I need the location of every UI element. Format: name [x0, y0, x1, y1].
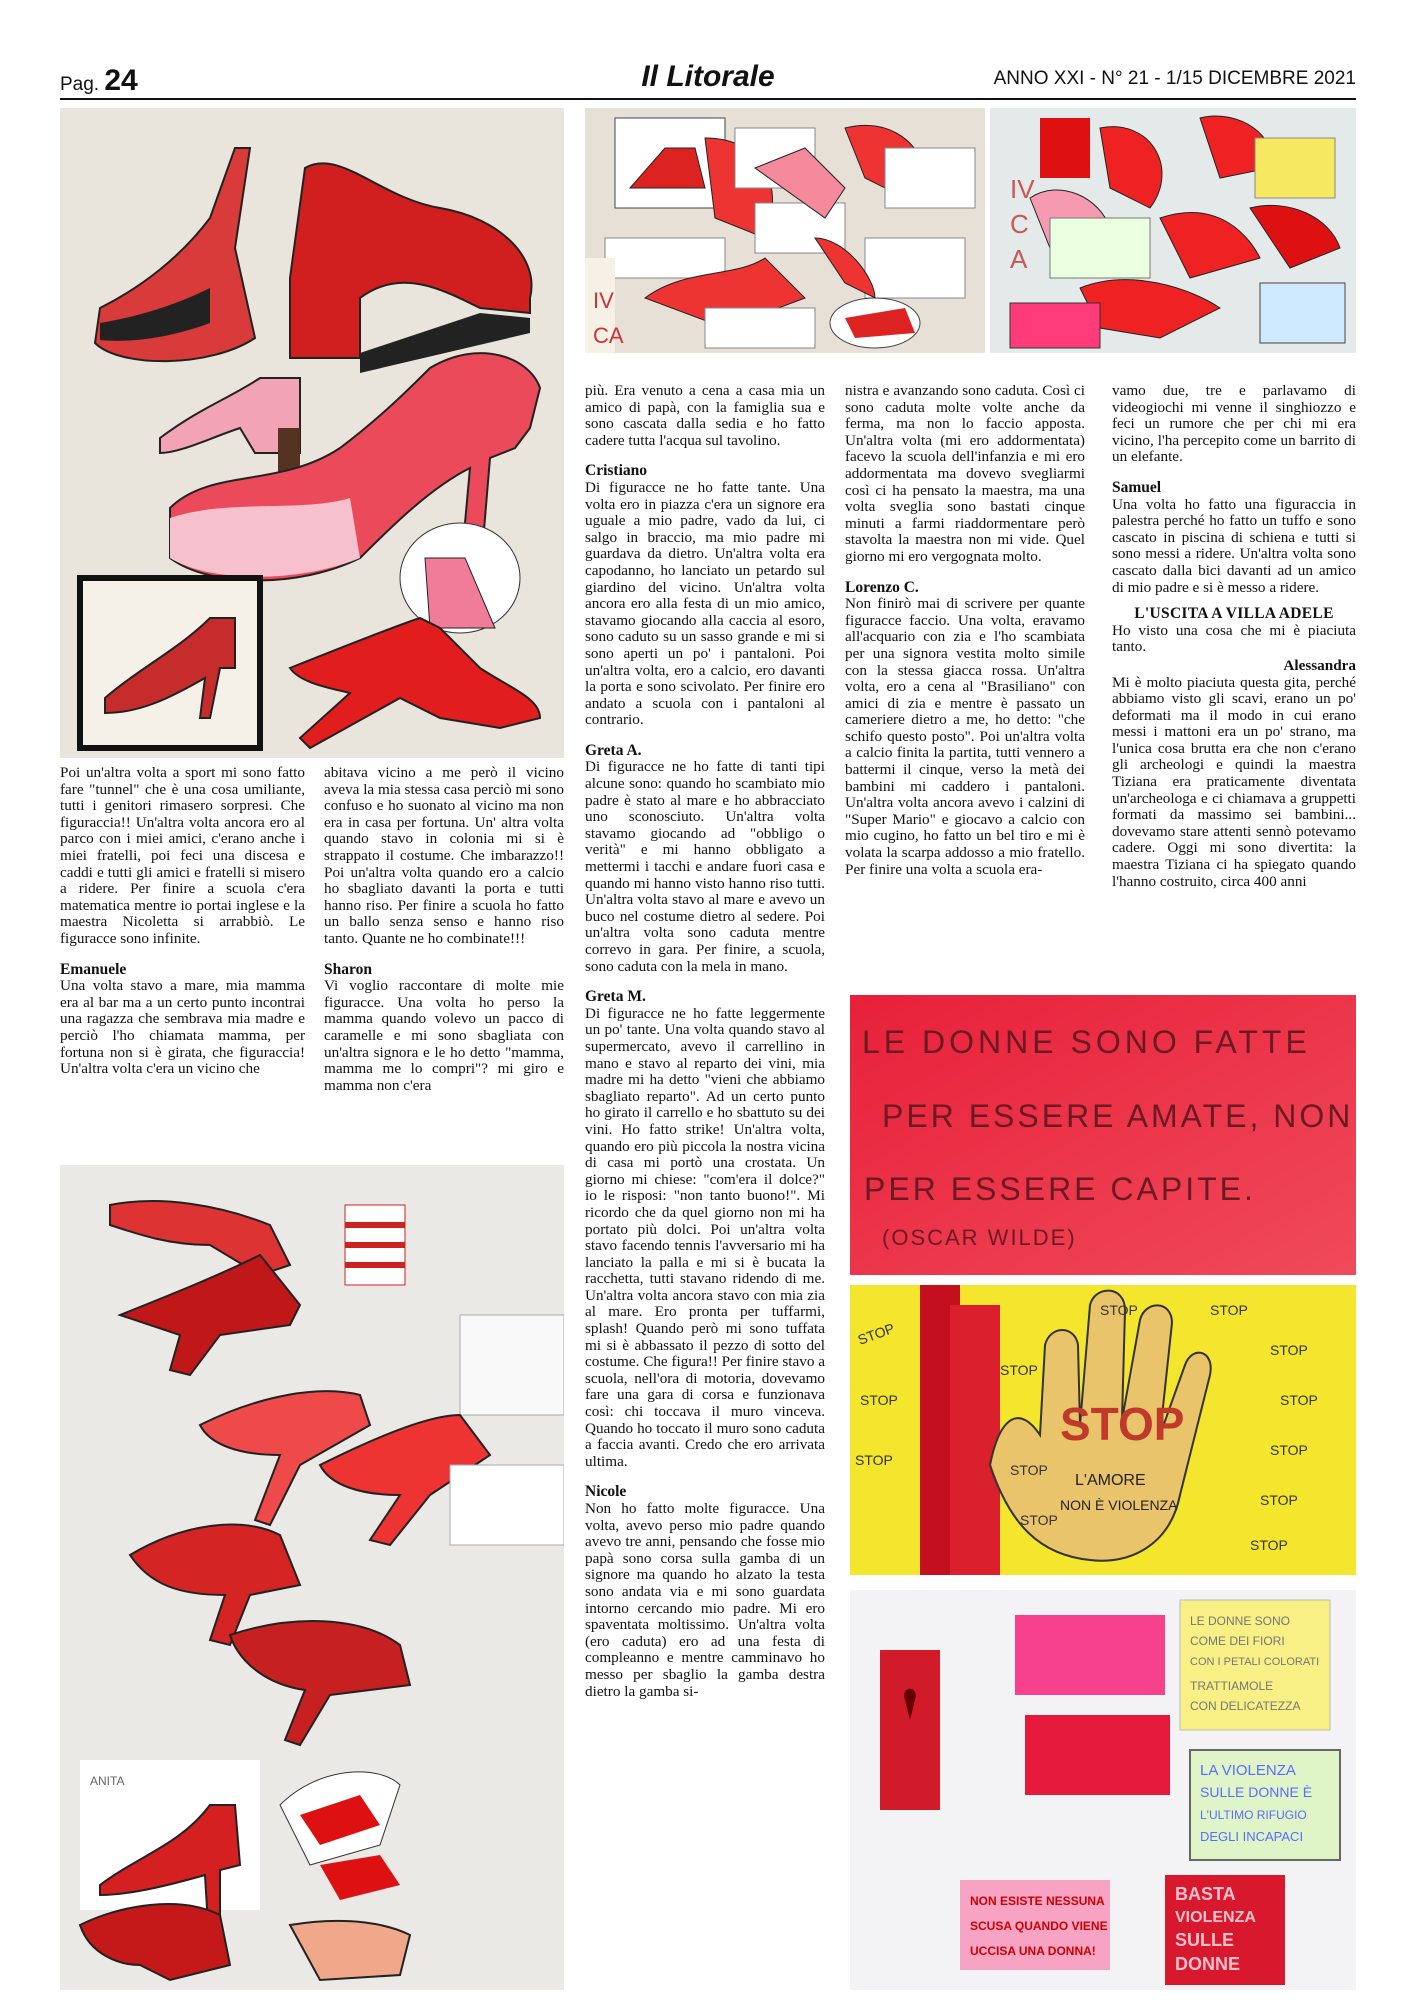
page-number: Pag. 24: [60, 64, 138, 97]
author-nicole: Nicole: [585, 1483, 627, 1501]
paragraph-samuel: Una volta ho fatto una figuraccia in palestra perché ho fatto un tuffo e sono cascato in piscina di schiena e tutti si sono messi a ridere. Un'altra volta sono cascato dalla bici davanti ad un amico di mio padre e si è messo a ridere.: [1112, 495, 1356, 596]
label-anita: ANITA: [90, 1774, 125, 1788]
article-column-2: [324, 765, 564, 1094]
article-column-5: [1112, 383, 1356, 890]
poster-line-3: PER ESSERE CAPITE.: [864, 1171, 1256, 1207]
svg-text:STOP: STOP: [855, 1319, 897, 1348]
paragraph-greta-m: Di figuracce ne ho fatte leggermente un po' tante. Una volta quando stavo al supermercato, avevo il carrellino in mano e stavo al reparto dei vini, mia madre mi ha detto "vieni che abbiamo sbagliato reparto". Ad un certo punto ho girato il carrello e ho sbattuto su dei vini. Ho fatto strike! Un'altra volta, quando ero più piccola la nostra vicina di casa mi portò una crostata. Un giorno mi chiese: "com'era il dolce?" io le risposi: "non tanto buono!". Mi ricordo che da quel giorno non mi ha portato più dolci. Poi un'altra volta stavo facendo tennis l'avversario mi ha lanciato la palla e mi si è bucata la racchetta, tutti stavano ridendo di me. Un'altra volta ancora stavo con mia zia al mare. Ero pronta per tuffarmi, splash! Quando però mi sono tuffata mi si è abbassato il pezzo di sotto del costume. Che figura!! Per finire stavo a scuola, nell'ora di motoria, dovevamo fare una gara di corsa e funzionava così: chi toccava il muro vinceva. Quando ho toccato il muro sono caduta a faccia avanti. Credo che ero arrivata ultima.: [585, 1004, 825, 1470]
card-green-line-4: DEGLI INCAPACI: [1200, 1829, 1304, 1844]
poster-line-2: PER ESSERE AMATE, NON: [882, 1098, 1354, 1134]
article-column-1: [60, 765, 305, 1078]
page-header: [60, 58, 1356, 100]
author-emanuele: Emanuele: [60, 960, 127, 978]
poster-author: (OSCAR WILDE): [882, 1225, 1077, 1250]
article-column-4: [845, 383, 1085, 878]
card-red-line-3: SULLE: [1175, 1930, 1235, 1950]
card-pink-line-2: SCUSA QUANDO VIENE: [970, 1919, 1108, 1933]
paragraph-cont: vamo due, tre e parlavamo di videogiochi mi venne il singhiozzo e feci un rumore che per chi mi era vicino, l'ha percepito come un barrito di un elefante.: [1112, 382, 1356, 466]
masthead: Il Litorale: [641, 60, 775, 93]
card-red-line-2: VIOLENZA: [1175, 1909, 1256, 1926]
svg-text:IV: IV: [1010, 174, 1035, 204]
photo-shoes-collage-top-center: [585, 108, 985, 353]
paragraph-cont: abitava vicino a me però il vicino aveva la mia stessa casa perciò mi sono confuso e ho suonato al vicino ma non era in casa per fortuna. Un' altra volta quando stavo in colonia mi si è strappato il costume. Che imbarazzo!! Poi un'altra volta quando ero a calcio ho sbagliato davanti la porta e tutti hanno riso. Per finire a scuola ho fatto un ballo senza senso e hanno riso tanto. Quante ne ho combinate!!!: [324, 764, 564, 947]
svg-text:A: A: [1010, 244, 1028, 274]
photo-shoes-collage-bottom-left: [60, 1165, 564, 1990]
card-yellow-line-4: TRATTIAMOLE: [1190, 1679, 1274, 1693]
stop-line-2: NON È VIOLENZA: [1060, 1497, 1178, 1513]
issue-info: ANNO XXI - N° 21 - 1/15 DICEMBRE 2021: [993, 68, 1356, 89]
paragraph-cont: più. Era venuto a cena a casa mia un amico di papà, con la famiglia sua e sono cascata dalla sedia e ho fatto cadere tutta l'acqua sul tavolino.: [585, 382, 825, 449]
author-lorenzo: Lorenzo C.: [845, 578, 919, 596]
card-green-line-2: SULLE DONNE È: [1200, 1784, 1313, 1800]
svg-text:STOP: STOP: [1000, 1362, 1038, 1378]
photo-message-cards: [850, 1590, 1356, 1990]
paragraph-greta-a: Di figuracce ne ho fatte di tanti tipi alcune sono: quando ho scambiato mio padre è stato al mare e ho abbracciato uno sconosciuto. Un'altra volta stavamo giocando ad "obbligo o verità" e mi hanno obbligato a mettermi i tacchi e andare fuori casa e quando mi hanno visto hanno riso tutti. Un'altra volta stavo al mare e avevo un buco nel costume dietro al sedere. Poi un'altra volta sono caduta mentre correvo in gara. Per finire, a scuola, sono caduta con la mela in mano.: [585, 758, 825, 975]
svg-text:STOP: STOP: [855, 1452, 893, 1468]
paragraph-emanuele: Una volta stavo a mare, mia mamma era al bar ma a un certo punto incontrai una ragazza che sembrava mia madre e perciò l'ho chiamata mamma, per fortuna non si è girata, che figuraccia! Un'altra volta c'era un vicino che: [60, 977, 305, 1078]
label-iv: IV: [593, 288, 614, 313]
svg-text:STOP: STOP: [1270, 1342, 1308, 1358]
section-title-villa-adele: L'USCITA A VILLA ADELE: [1134, 605, 1334, 623]
card-pink-line-3: UCCISA UNA DONNA!: [970, 1944, 1096, 1958]
svg-text:STOP: STOP: [1280, 1392, 1318, 1408]
author-greta-a: Greta A.: [585, 741, 642, 759]
paragraph-cristiano: Di figuracce ne ho fatte tante. Una volta ero in piazza c'era un signore era uguale a mio padre, vado da lui, ci salgo in braccio, ma mio padre mi guardava da dietro. Un'altra volta era capodanno, ho lanciato un petardo sul giardino del vicino. Un'altra volta ancora ero alla festa di un mio amico, stavamo giocando alla caccia al esoro, sono caduto su un sasso grande e mi si sono aperti un po' i pantaloni. Poi un'altra volta, ero a calcio, ero davanti la porta e sono scivolato. Per finire ero andato a scuola con i pantaloni al contrario.: [585, 478, 825, 729]
author-alessandra: Alessandra: [1283, 656, 1356, 674]
paragraph-intro: Poi un'altra volta a sport mi sono fatto fare "tunnel" che è una cosa umiliante, tutti i genitori rimasero sorpresi. Che figuraccia!! Un'altra volta ancora ero al parco con i miei amici, c'erano anche i miei fratelli, poi feci una discesa e caddi e tutti gli amici e fratelli si misero a ridere. Per finire a scuola c'era matematica mentre io portai inglese e la maestra Nicoletta si arrabbiò. Le figuracce sono infinite.: [60, 764, 305, 947]
paragraph-alessandra: Mi è molto piaciuta questa gita, perché abbiamo visto gli scavi, erano un po' deformati ma il modo in cui erano messi i mattoni era un po' strano, ma l'unica cosa brutta era che non c'erano gli archeologi e quindi la maestra Tiziana era praticamente diventata un'archeologa e ci chiamava a gruppetti formati da massimo sei bambini... dovevamo stare attenti sennò potevamo cadere. Oggi mi sono divertita: la maestra Tiziana ci ha spiegato quando l'hanno costruito, circa 400 anni: [1112, 673, 1356, 890]
author-greta-m: Greta M.: [585, 988, 646, 1006]
author-samuel: Samuel: [1112, 478, 1162, 496]
svg-text:STOP: STOP: [1270, 1442, 1308, 1458]
card-red-line-4: DONNE: [1175, 1954, 1241, 1974]
svg-text:STOP: STOP: [1250, 1537, 1288, 1553]
author-sharon: Sharon: [324, 960, 372, 978]
svg-text:STOP: STOP: [1260, 1492, 1298, 1508]
author-cristiano: Cristiano: [585, 462, 647, 480]
card-yellow-line-5: CON DELICATEZZA: [1190, 1699, 1301, 1713]
stop-big-text: STOP: [1060, 1398, 1185, 1450]
paragraph-nicole: Non ho fatto molte figuracce. Una volta, avevo perso mio padre quando avevo tre anni, pensando che fosse mio papà sono corsa sulla gamba di un signore ma quando ho alzato la testa sono andata via e mi sono guardata intorno cercando mio padre. Mi ero spaventata moltissimo. Un'altra volta (ero caduta) ero ad una festa di compleanno e mentre camminavo ho messo per sbaglio la gamba destra dietro la gamba si-: [585, 1500, 825, 1700]
paragraph-uscita: Ho visto una cosa che mi è piaciuta tanto.: [1112, 621, 1356, 656]
paragraph-lorenzo: Non finirò mai di scrivere per quante figuracce faccio. Una volta, eravamo all'acquario con zia e l'ho scambiata per una signora vestita molto simile con la stessa giacca rossa. Un'altra volta, ero a cena al "Brasiliano" con amici di zia e mentre è passato un cameriere dietro a me, ho detto: "che schifo questo posto". Poi un'altra volta a calcio finita la partita, tutti vennero a battermi il cinque, verso la metà dei bambini mi caddero i pantaloni. Un'altra volta ancora avevo i calzini di "Super Mario" e giocavo a calcio con mio cugino, ho fatto un bel tiro e mi è volata la scarpa addosso a mio fratello. Per finire una volta a scuola era-: [845, 595, 1085, 878]
stop-line-1: L'AMORE: [1075, 1472, 1146, 1489]
card-pink-line-1: NON ESISTE NESSUNA: [970, 1894, 1105, 1908]
svg-text:STOP: STOP: [1100, 1302, 1138, 1318]
svg-text:C: C: [1010, 209, 1029, 239]
label-ca: CA: [593, 323, 624, 348]
poster-line-1: LE DONNE SONO FATTE: [862, 1024, 1311, 1060]
card-yellow-line-3: CON I PETALI COLORATI: [1190, 1656, 1320, 1668]
paragraph-cont: nistra e avanzando sono caduta. Così ci sono caduta molte volte anche da ferma, ma non lo faccio apposta. Un'altra volta (mi ero addormentata) facevo la scuola dell'infanzia e mi ero addormentata ma dovevo svegliarmi così ci ha pensato la maestra, ma una volta sveglia sono bastati cinque minuti a farmi riaddormentare però stavolta la maestra non mi vide. Quel giorno mi ero vergognata molto.: [845, 382, 1085, 565]
card-green-line-1: LA VIOLENZA: [1200, 1762, 1296, 1779]
paragraph-sharon: Vi voglio raccontare di molte mie figuracce. Una volta ho perso la mamma quando volevo un pacco di caramelle e mi sono sbagliata con un'altra signora e le ho detto "mamma, mamma me lo compri"? mi giro e mamma non c'era: [324, 977, 564, 1094]
photo-shoes-collage-top-left: [60, 108, 564, 758]
photo-quote-poster: [850, 995, 1356, 1275]
article-column-3: [585, 383, 825, 1700]
photo-shoes-collage-top-right: [990, 108, 1356, 353]
svg-text:STOP: STOP: [1210, 1302, 1248, 1318]
card-green-line-3: L'ULTIMO RIFUGIO: [1200, 1808, 1307, 1822]
svg-text:STOP: STOP: [860, 1392, 898, 1408]
photo-stop-hand: [850, 1285, 1356, 1575]
svg-text:STOP: STOP: [1010, 1462, 1048, 1478]
card-red-line-1: BASTA: [1175, 1884, 1236, 1904]
svg-text:STOP: STOP: [1020, 1512, 1058, 1528]
card-yellow-line-2: COME DEI FIORI: [1190, 1634, 1285, 1648]
card-yellow-line-1: LE DONNE SONO: [1190, 1614, 1291, 1628]
